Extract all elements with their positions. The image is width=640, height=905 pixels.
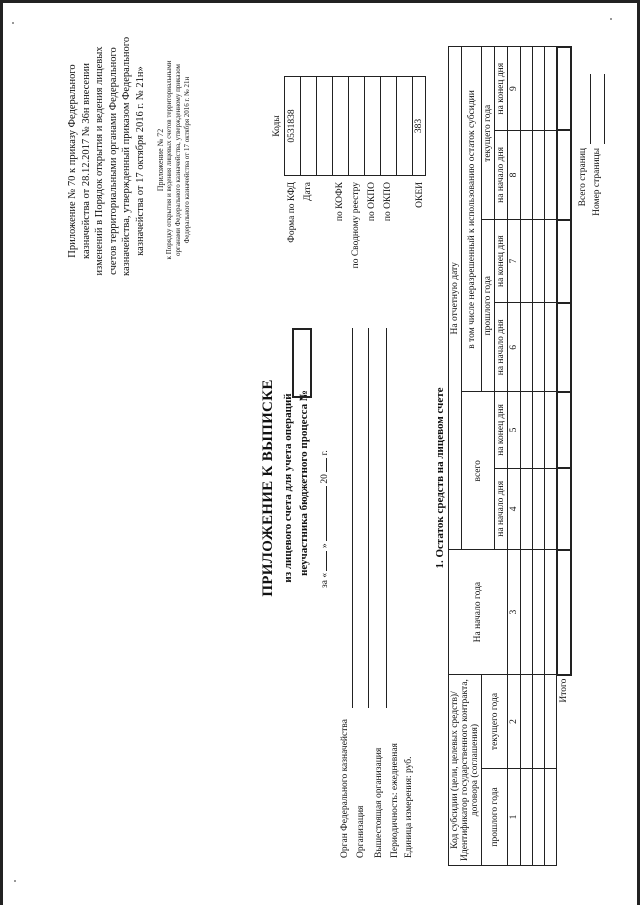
rotated-form <box>44 36 604 888</box>
code-label-registry: по Сводному реестру <box>351 182 361 269</box>
table-cell[interactable] <box>521 130 533 219</box>
col-incl: в том числе неразрешенный к использованию остаток субсидии <box>462 47 482 392</box>
column-numbers-row <box>508 47 521 866</box>
label-issuing-org: Вышестоящая организация <box>374 747 384 858</box>
scan-border-left <box>0 0 3 905</box>
table-cell[interactable] <box>521 392 533 468</box>
col-start-day: на начало дня <box>495 468 508 550</box>
col-num: 1 <box>508 768 521 865</box>
table-cell[interactable] <box>545 675 557 769</box>
total-cell[interactable] <box>557 47 571 130</box>
col-cur-year: текущего года <box>482 675 508 769</box>
account-number-box[interactable] <box>292 328 312 398</box>
table-cell[interactable] <box>533 468 545 550</box>
date-line: за « » 20 г. <box>320 450 330 588</box>
form-title: ПРИЛОЖЕНИЕ К ВЫПИСКЕ <box>260 379 276 597</box>
header-note: Приложение № 70 к приказу Федерального казначейства от 28.12.2017 № 36н внесении изменений в Порядок открытия и ведения лицевых счетов территориальными органами Федерального казначейства, утвержденный приказом Федерального казначейства от 17 октября 2016 г. № 21н» <box>67 36 146 276</box>
table-cell[interactable] <box>533 220 545 303</box>
table-cell[interactable] <box>545 220 557 303</box>
total-pages-label: Всего страниц <box>578 148 588 207</box>
scan-border-top <box>0 0 640 3</box>
code-label-kfd: Форма по КФД <box>287 182 297 243</box>
col-code-header: Код субсидии (цели, целевых средств)/Идентификатор государственного контракта, договора (соглашения) <box>449 675 482 866</box>
code-label-date: Дата <box>303 182 313 201</box>
col-num: 4 <box>508 468 521 550</box>
scan-speck <box>610 18 612 20</box>
col-prev-year-2: прошлого года <box>482 220 495 392</box>
appendix-note: Приложение № 72 к Порядку открытия и ведения лицевых счетов территориальными органами Федерального казначейства, утвержденному приказом Федерального казначейства от 17 октября 2016 г. № 21н <box>156 60 191 260</box>
section-title: 1. Остаток средств на лицевом счете <box>434 387 446 569</box>
code-value-kfd: 0531838 <box>287 109 297 143</box>
code-value-okei: 383 <box>414 118 424 134</box>
col-num: 7 <box>508 220 521 303</box>
scan-speck <box>12 22 14 24</box>
table-row <box>521 47 533 866</box>
total-cell[interactable] <box>557 220 571 303</box>
balance-table <box>448 46 572 866</box>
codes-box <box>284 76 426 176</box>
col-num: 9 <box>508 47 521 130</box>
col-end-day-3: на конец дня <box>495 47 508 130</box>
table-cell[interactable] <box>545 47 557 130</box>
total-cell[interactable] <box>557 550 571 675</box>
table-cell[interactable] <box>545 130 557 219</box>
table-cell[interactable] <box>533 675 545 769</box>
code-label-okpo-2: по ОКПО <box>383 182 393 222</box>
label-organ: Орган Федерального казначейства <box>340 719 350 858</box>
col-num: 6 <box>508 303 521 392</box>
scan-speck <box>14 880 16 882</box>
table-cell[interactable] <box>545 303 557 392</box>
page-number-label: Номер страницы <box>592 148 602 216</box>
label-organization: Организация <box>356 805 366 858</box>
table-cell[interactable] <box>521 468 533 550</box>
col-prev-year: прошлого года <box>482 768 508 865</box>
table-cell[interactable] <box>521 768 533 865</box>
code-label-kofk: по КОФК <box>335 182 345 222</box>
col-num: 3 <box>508 550 521 675</box>
col-beg-year: На начало года <box>449 550 508 675</box>
total-row <box>557 47 571 866</box>
table-cell[interactable] <box>533 550 545 675</box>
col-report-date: На отчетную дату <box>449 47 462 550</box>
table-cell[interactable] <box>521 47 533 130</box>
col-start-day-2: на начало дня <box>495 303 508 392</box>
table-cell[interactable] <box>533 392 545 468</box>
table-cell[interactable] <box>533 47 545 130</box>
col-end-day-2: на конец дня <box>495 220 508 303</box>
code-label-okei: ОКЕИ <box>415 182 425 208</box>
table-cell[interactable] <box>545 550 557 675</box>
col-num: 2 <box>508 675 521 769</box>
col-start-day-3: на начало дня <box>495 130 508 219</box>
label-unit: Единица измерения: руб. <box>404 756 414 858</box>
table-cell[interactable] <box>545 768 557 865</box>
total-cell[interactable] <box>557 468 571 550</box>
table-cell[interactable] <box>521 550 533 675</box>
codes-header: Коды <box>272 115 282 137</box>
total-cell[interactable] <box>557 392 571 468</box>
col-end-day: на конец дня <box>495 392 508 468</box>
col-num: 8 <box>508 130 521 219</box>
table-cell[interactable] <box>521 675 533 769</box>
form-subtitle-2: неучастника бюджетного процесса № <box>298 390 310 576</box>
code-label-okpo: по ОКПО <box>367 182 377 222</box>
label-periodicity: Периодичность: ежедневная <box>390 743 400 858</box>
col-cur-year-2: текущего года <box>482 47 495 220</box>
table-row <box>533 47 545 866</box>
total-cell[interactable] <box>557 130 571 219</box>
table-row <box>545 47 557 866</box>
col-num: 5 <box>508 392 521 468</box>
table-cell[interactable] <box>521 303 533 392</box>
col-total: всего <box>462 392 495 550</box>
table-cell[interactable] <box>533 768 545 865</box>
table-cell[interactable] <box>545 468 557 550</box>
table-cell[interactable] <box>533 303 545 392</box>
table-cell[interactable] <box>533 130 545 219</box>
table-cell[interactable] <box>521 220 533 303</box>
total-cell[interactable] <box>557 303 571 392</box>
total-label: Итого <box>558 678 569 703</box>
table-cell[interactable] <box>545 392 557 468</box>
form-subtitle: из лицевого счета для учета операций <box>282 393 294 583</box>
